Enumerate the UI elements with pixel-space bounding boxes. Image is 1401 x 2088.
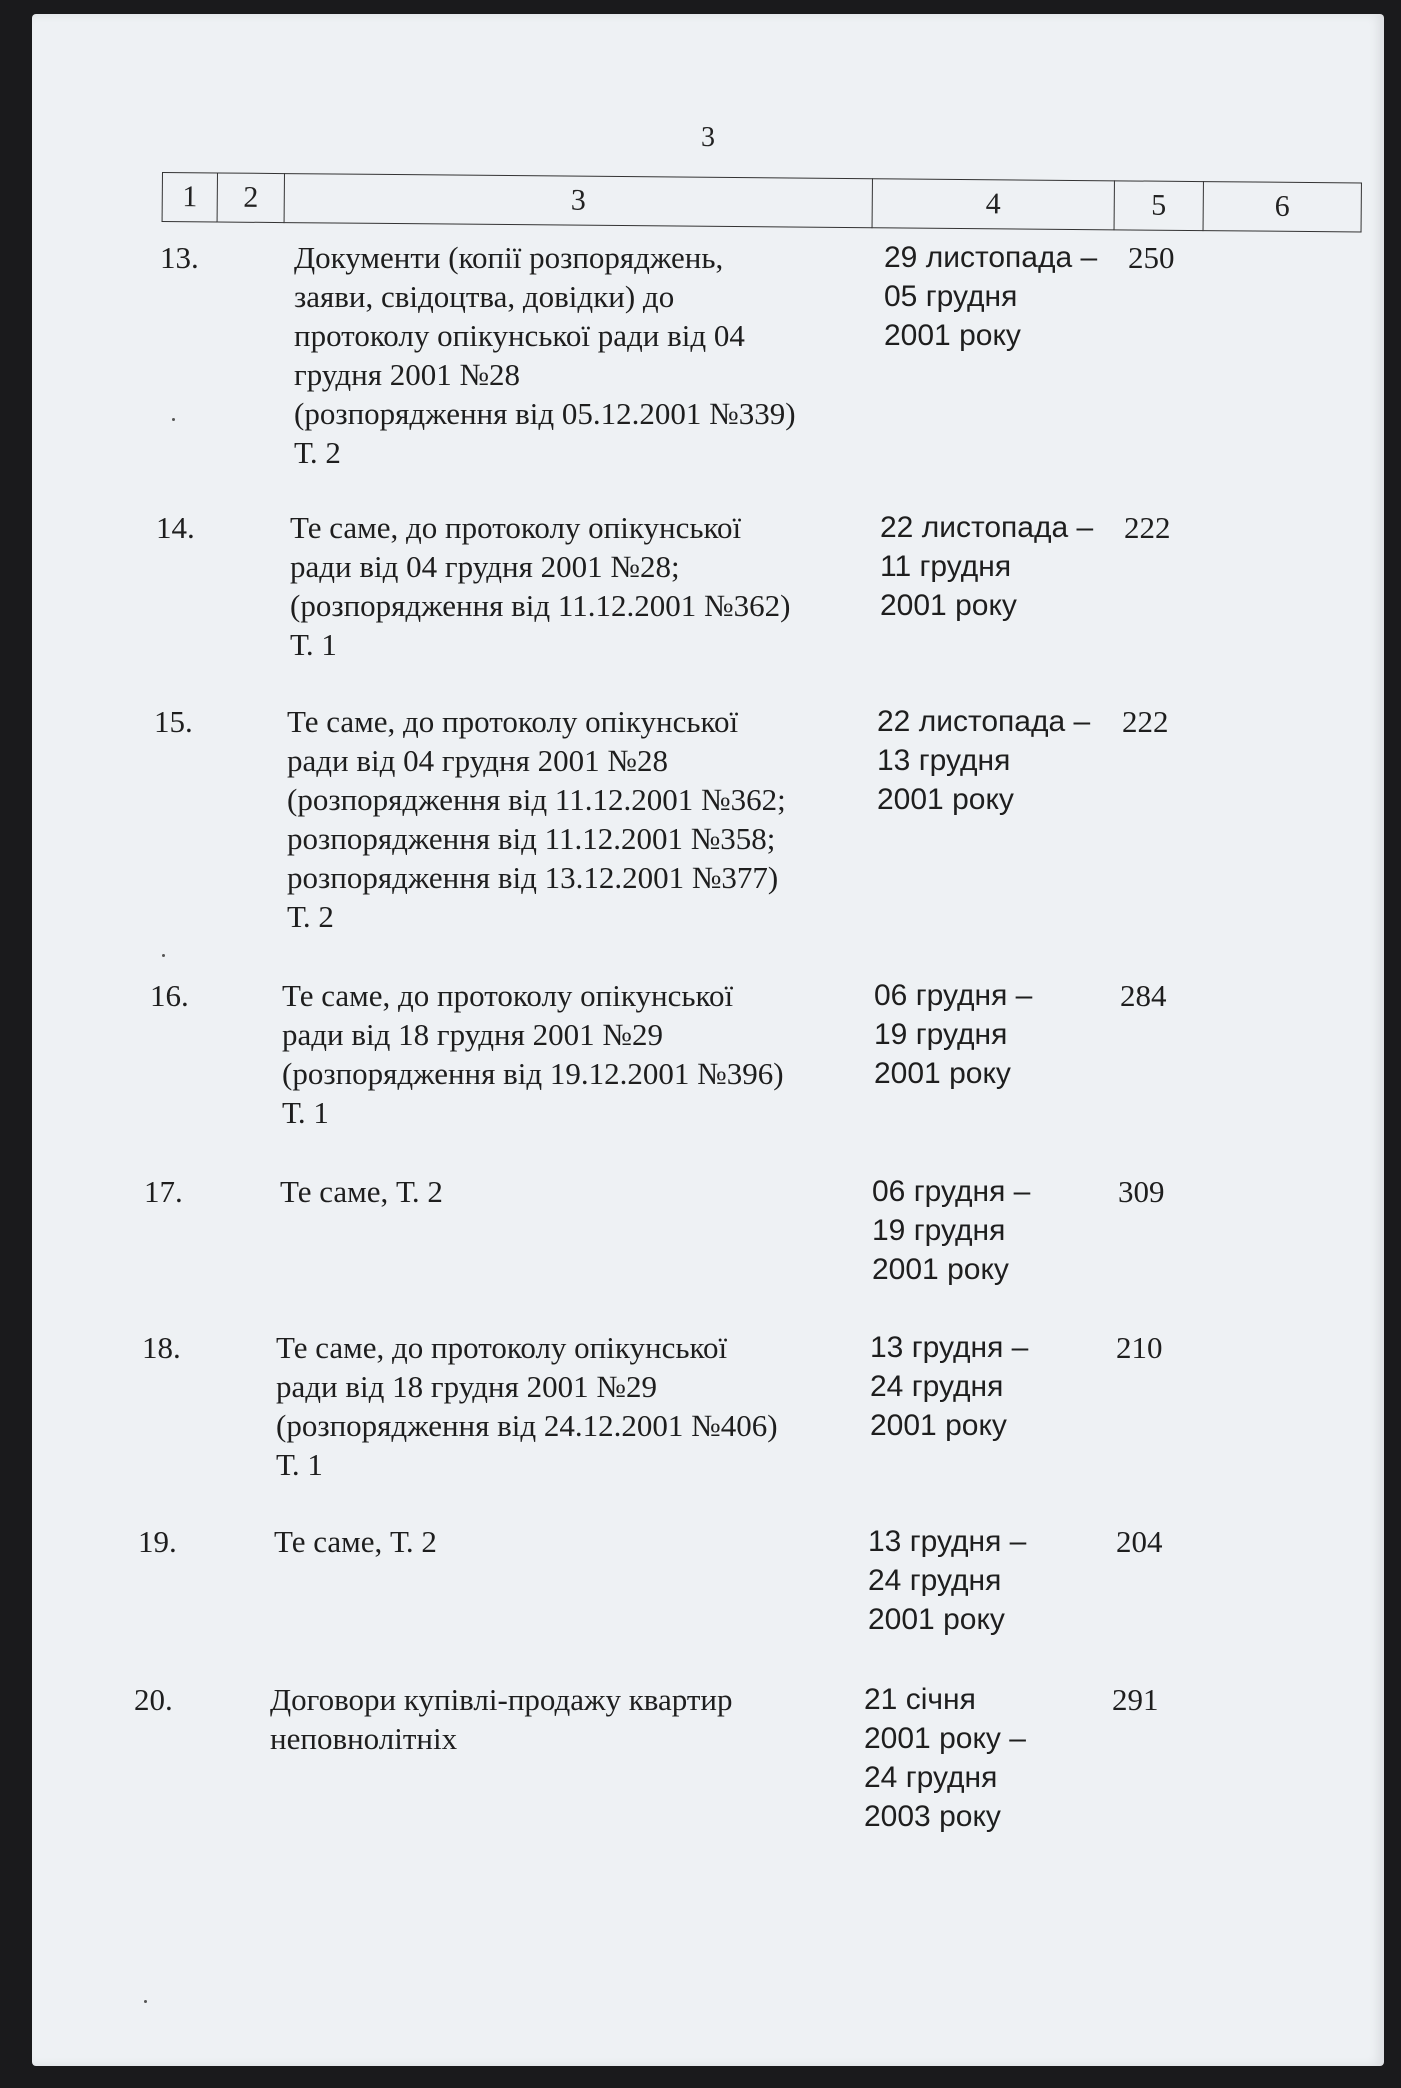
header-col-5: 5 (1114, 181, 1203, 231)
row-number: 20. (134, 1682, 173, 1717)
row-dates: 06 грудня – 19 грудня 2001 року (874, 979, 1033, 1090)
row-page-count: 210 (1116, 1330, 1163, 1365)
row-description: Документи (копії розпоряджень, заяви, свідоцтва, довідки) до протоколу опікунської ради від 04 грудня 2001 №28 (розпорядження від 05.12.2001 №339) Т. 2 (294, 240, 796, 470)
header-col-2: 2 (217, 173, 284, 223)
row-page-count: 222 (1122, 704, 1169, 739)
header-col-4: 4 (872, 179, 1114, 230)
row-description: Те саме, до протоколу опікунської ради від 04 грудня 2001 №28; (розпорядження від 11.12.2001 №362) Т. 1 (290, 510, 791, 662)
row-page-count: 204 (1116, 1524, 1163, 1559)
row-number: 15. (154, 704, 193, 739)
row-dates: 21 січня 2001 року – 24 грудня 2003 року (864, 1683, 1026, 1833)
row-dates: 22 листопада – 13 грудня 2001 року (877, 705, 1091, 816)
row-dates: 13 грудня – 24 грудня 2001 року (870, 1331, 1029, 1442)
speck-mark (144, 2000, 147, 2003)
row-description: Те саме, до протоколу опікунської ради від 18 грудня 2001 №29 (розпорядження від 19.12.2001 №396) Т. 1 (282, 978, 784, 1130)
row-number: 13. (160, 240, 199, 275)
row-description: Те саме, Т. 2 (274, 1524, 437, 1559)
row-description: Те саме, до протоколу опікунської ради від 18 грудня 2001 №29 (розпорядження від 24.12.2001 №406) Т. 1 (276, 1330, 778, 1482)
row-description: Договори купівлі-продажу квартир неповнолітніх (270, 1682, 733, 1756)
row-dates: 22 листопада – 11 грудня 2001 року (880, 511, 1094, 622)
row-page-count: 284 (1120, 978, 1167, 1013)
header-col-6: 6 (1203, 182, 1361, 232)
row-page-count: 250 (1128, 240, 1175, 275)
column-header-table (162, 172, 1362, 232)
row-number: 16. (150, 978, 189, 1013)
row-dates: 06 грудня – 19 грудня 2001 року (872, 1175, 1031, 1286)
row-page-count: 291 (1112, 1682, 1159, 1717)
row-number: 17. (144, 1174, 183, 1209)
row-number: 18. (142, 1330, 181, 1365)
document-page (32, 14, 1384, 2066)
header-col-1: 1 (162, 173, 217, 222)
row-dates: 13 грудня – 24 грудня 2001 року (868, 1525, 1027, 1636)
header-col-3: 3 (284, 174, 872, 228)
row-dates: 29 листопада – 05 грудня 2001 року (884, 241, 1098, 352)
row-number: 19. (138, 1524, 177, 1559)
speck-mark (162, 954, 165, 957)
row-page-count: 309 (1118, 1174, 1165, 1209)
row-description: Те саме, до протоколу опікунської ради від 04 грудня 2001 №28 (розпорядження від 11.12.2001 №362; розпорядження від 11.12.2001 №358; розпорядження від 13.12.2001 №377) Т. 2 (287, 704, 786, 934)
row-number: 14. (156, 510, 195, 545)
row-page-count: 222 (1124, 510, 1171, 545)
page-number: 3 (701, 122, 715, 153)
row-description: Те саме, Т. 2 (280, 1174, 443, 1209)
speck-mark (172, 418, 175, 421)
